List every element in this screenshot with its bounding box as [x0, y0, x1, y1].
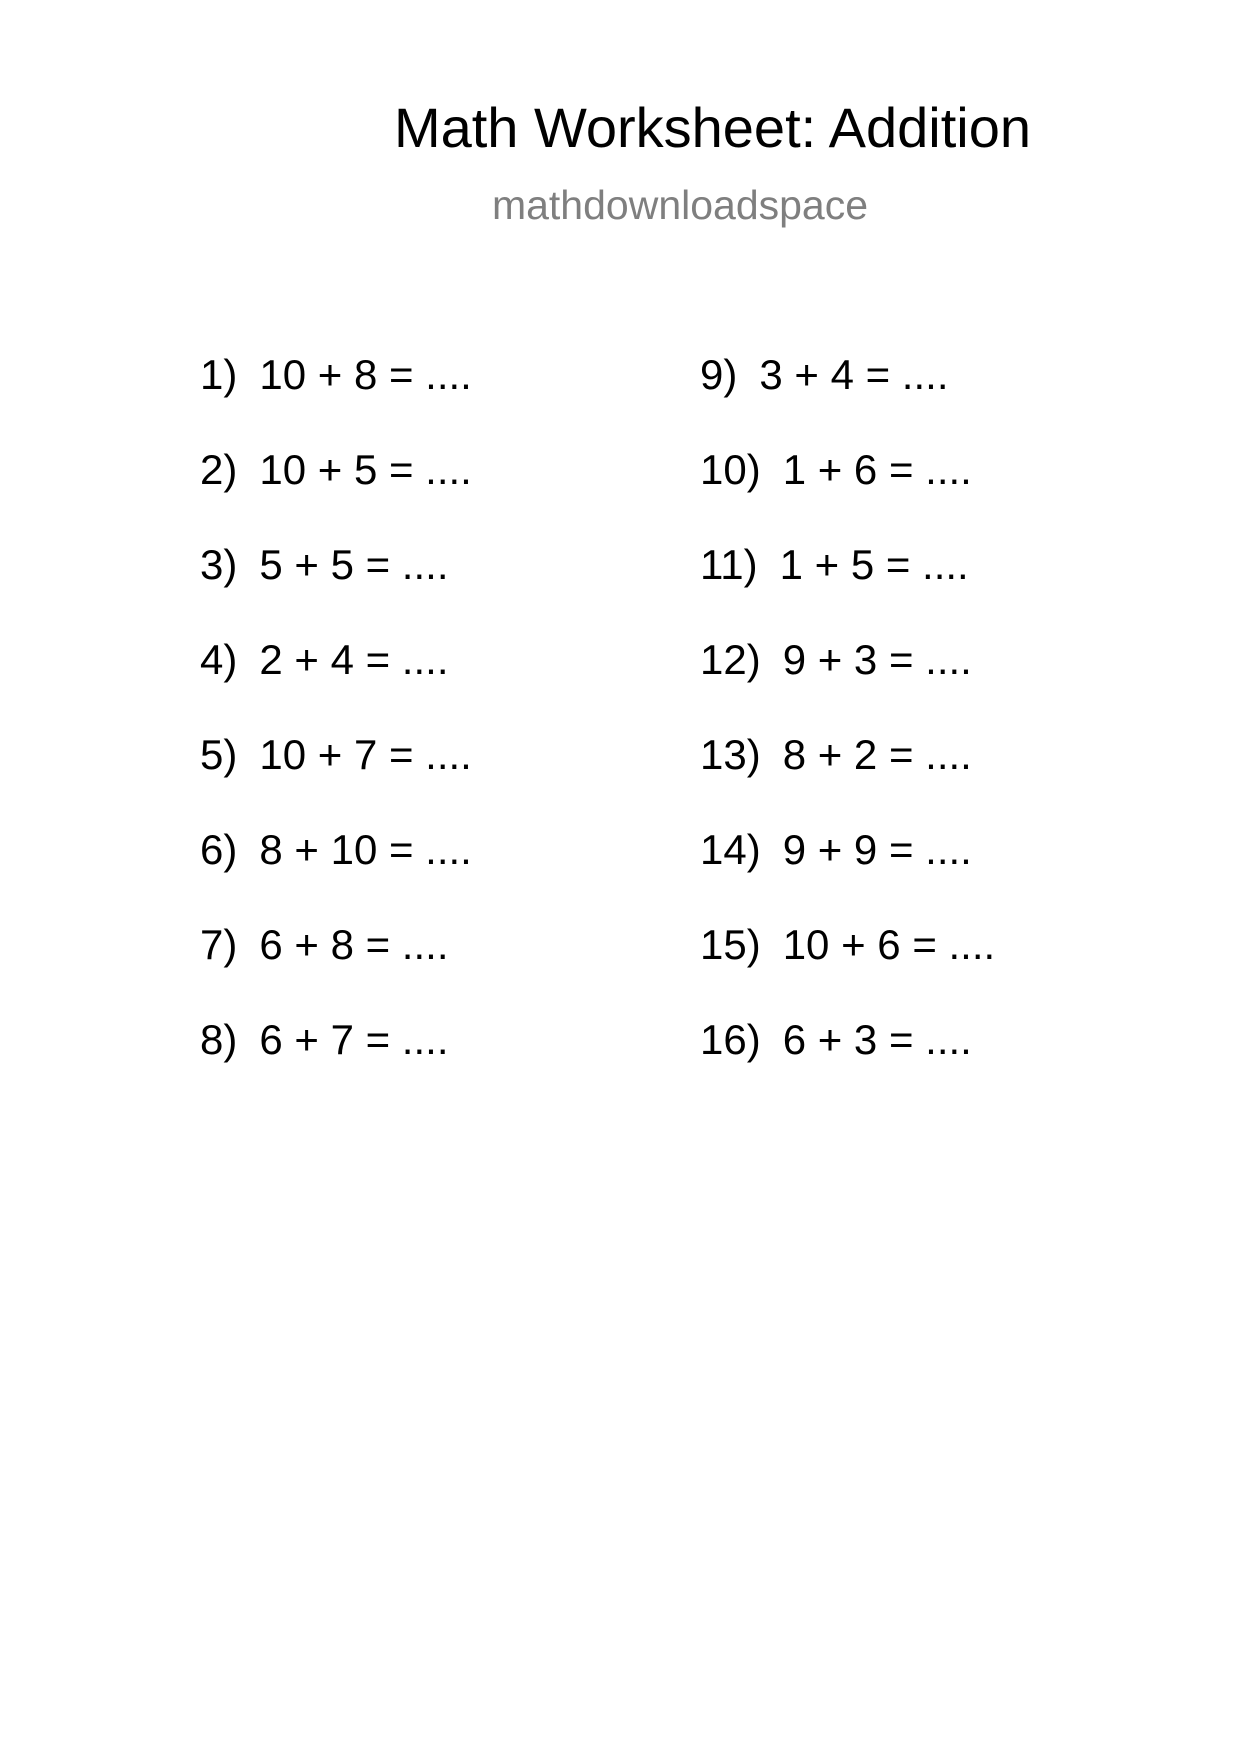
problem-expression: 3 + 4 = .... — [759, 351, 949, 398]
problem-number: 16) — [700, 1016, 761, 1063]
problem-expression: 8 + 2 = .... — [782, 731, 972, 778]
problem-5 — [200, 732, 472, 827]
problems-right-column — [700, 352, 995, 1112]
problem-number: 5) — [200, 731, 238, 778]
problem-9 — [700, 352, 995, 447]
problem-number: 8) — [200, 1016, 238, 1063]
problem-number: 12) — [700, 636, 761, 683]
problem-expression: 10 + 5 = .... — [259, 446, 472, 493]
worksheet-title: Math Worksheet: Addition — [393, 96, 1032, 159]
problem-number: 6) — [200, 826, 238, 873]
problem-expression: 8 + 10 = .... — [259, 826, 472, 873]
problem-expression: 5 + 5 = .... — [259, 541, 449, 588]
problem-8 — [200, 1017, 472, 1112]
problem-expression: 10 + 8 = .... — [259, 351, 472, 398]
problem-number: 15) — [700, 921, 761, 968]
problem-14 — [700, 827, 995, 922]
problem-16 — [700, 1017, 995, 1112]
problem-4 — [200, 637, 472, 732]
problem-15 — [700, 922, 995, 1017]
problem-expression: 1 + 6 = .... — [782, 446, 972, 493]
problem-number: 7) — [200, 921, 238, 968]
problem-number: 9) — [700, 351, 738, 398]
problem-number: 11) — [700, 541, 758, 588]
problem-expression: 1 + 5 = .... — [779, 541, 969, 588]
problem-expression: 6 + 8 = .... — [259, 921, 449, 968]
problem-2 — [200, 447, 472, 542]
problem-number: 1) — [200, 351, 238, 398]
problem-3 — [200, 542, 472, 637]
problem-expression: 2 + 4 = .... — [259, 636, 449, 683]
problem-11 — [700, 542, 995, 637]
problem-13 — [700, 732, 995, 827]
problem-10 — [700, 447, 995, 542]
problems-left-column — [200, 352, 472, 1112]
problem-expression: 9 + 3 = .... — [782, 636, 972, 683]
problem-expression: 6 + 7 = .... — [259, 1016, 449, 1063]
problem-number: 3) — [200, 541, 238, 588]
problem-expression: 6 + 3 = .... — [782, 1016, 972, 1063]
problem-number: 4) — [200, 636, 238, 683]
problem-number: 10) — [700, 446, 761, 493]
problem-number: 13) — [700, 731, 761, 778]
worksheet-subtitle: mathdownloadspace — [491, 182, 869, 228]
problem-7 — [200, 922, 472, 1017]
problem-expression: 10 + 7 = .... — [259, 731, 472, 778]
problem-number: 14) — [700, 826, 761, 873]
problem-6 — [200, 827, 472, 922]
problem-expression: 9 + 9 = .... — [782, 826, 972, 873]
problem-number: 2) — [200, 446, 238, 493]
problem-1 — [200, 352, 472, 447]
problem-12 — [700, 637, 995, 732]
problem-expression: 10 + 6 = .... — [782, 921, 996, 968]
